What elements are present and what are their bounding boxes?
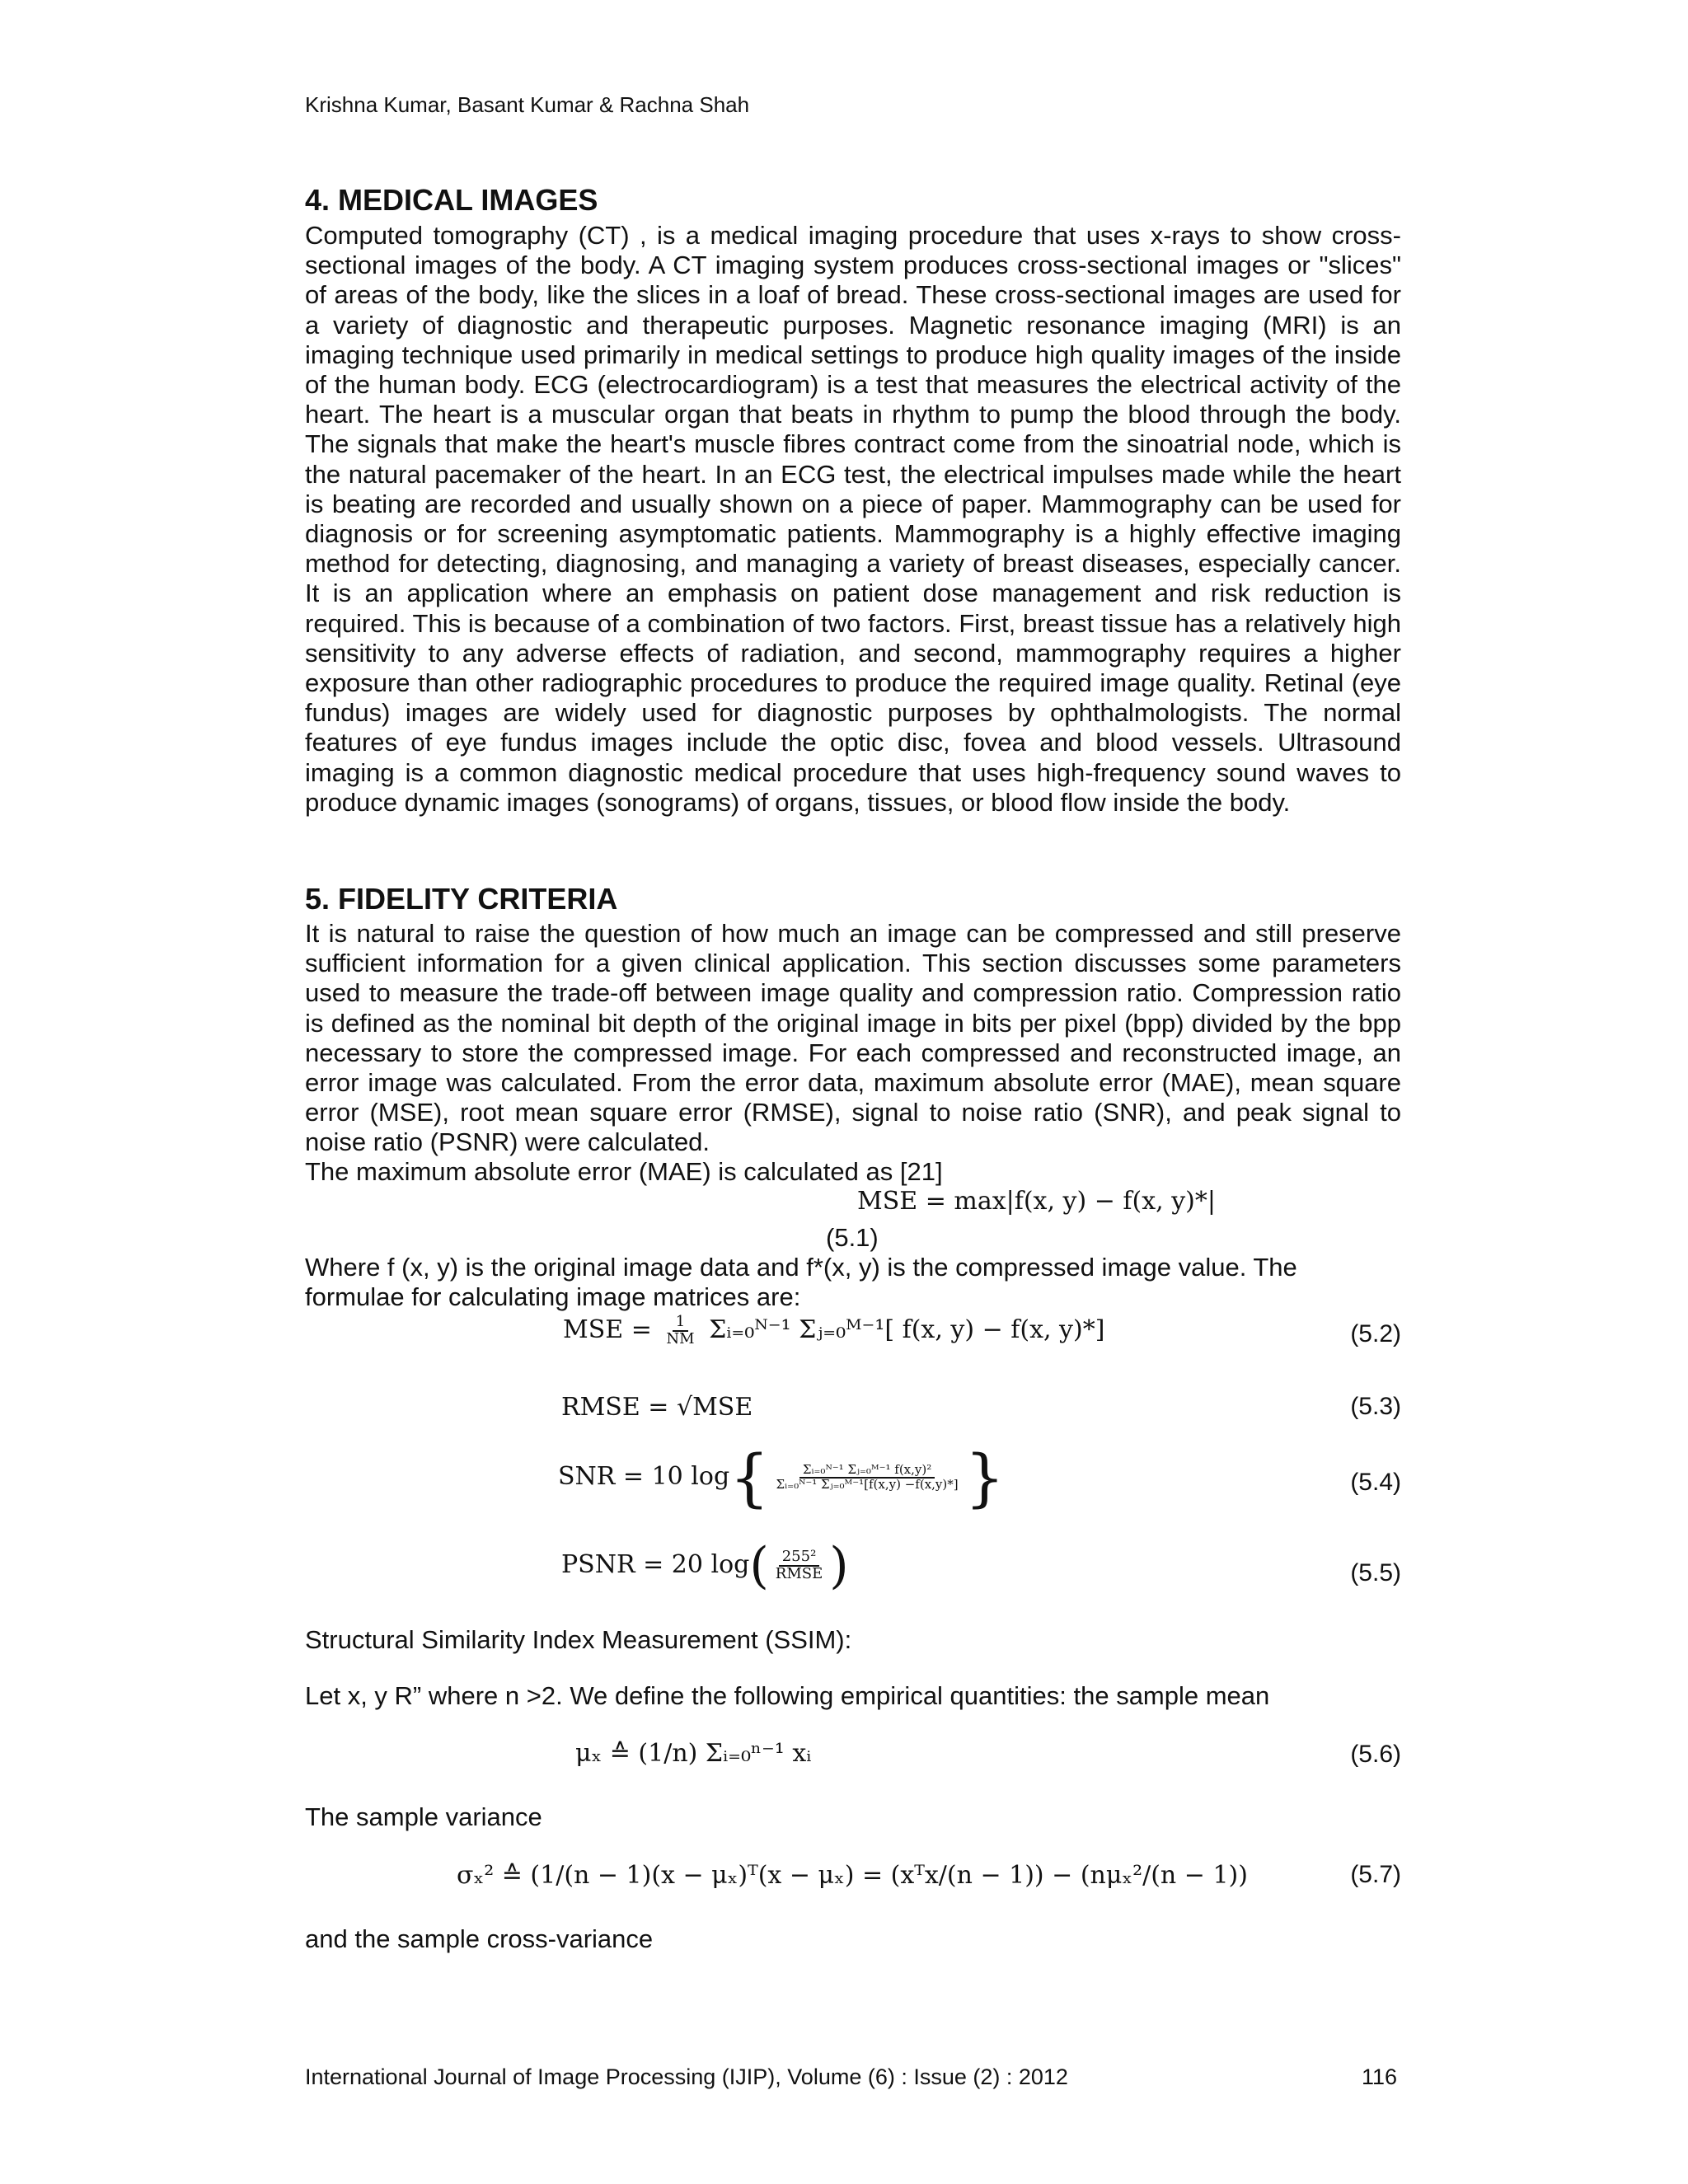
equation-5-4 [558, 1441, 1005, 1514]
section-body-medical-images: Computed tomography (CT) , is a medical imaging procedure that uses x-rays to show cross-sectional images of the body. A CT imaging system produces cross-sectional images or "slices" of areas of the body, like the slices in a loaf of bread. These cross-sectional images are used for a variety of diagnostic and therapeutic purposes. Magnetic resonance imaging (MRI) is an imaging technique used primarily in medical settings to produce high quality images of the inside of the human body. ECG (electrocardiogram) is a test that measures the electrical activity of the heart. The heart is a muscular organ that beats in rhythm to pump the blood through the body. The signals that make the heart's muscle fibres contract come from the sinoatrial node, which is the natural pacemaker of the heart. In an ECG test, the electrical impulses made while the heart is beating are recorded and usually shown on a piece of paper. Mammography can be used for diagnosis or for screening asymptomatic patients. Mammography is a highly effective imaging method for detecting, diagnosing, and managing a variety of breast diseases, especially cancer. It is an application where an emphasis on patient dose management and risk reduction is required. This is because of a combination of two factors. First, breast tissue has a relatively high sensitivity to any adverse effects of radiation, and second, mammography requires a higher exposure than other radiographic procedures to produce the required image quality. Retinal (eye fundus) images are widely used for diagnostic purposes by ophthalmologists. The normal features of eye fundus images include the optic disc, fovea and blood vessels. Ultrasound imaging is a common diagnostic medical procedure that uses high-frequency sound waves to produce dynamic images (sonograms) of organs, tissues, or blood flow inside the body. [305, 221, 1401, 817]
where-text-line-2: formulae for calculating image matrices are: [305, 1282, 801, 1311]
running-head: Krishna Kumar, Basant Kumar & Rachna Shah [305, 92, 750, 117]
ssim-title: Structural Similarity Index Measurement (SSIM): [305, 1625, 852, 1654]
eq-5-2-denominator: NM [666, 1329, 695, 1347]
equation-number-5-4: (5.4) [1350, 1469, 1401, 1496]
equation-number-5-3: (5.3) [1350, 1393, 1401, 1420]
equation-5-1: MSE = max|f(x, y) − f(x, y)*| [857, 1187, 1216, 1216]
eq-5-2-lhs: MSE = [563, 1315, 652, 1344]
equation-number-5-7: (5.7) [1350, 1861, 1401, 1888]
eq-5-2-numerator: 1 [673, 1315, 688, 1332]
right-paren-icon: ) [829, 1537, 849, 1595]
eq-5-4-lhs: SNR = 10 log [558, 1462, 730, 1491]
journal-citation: International Journal of Image Processing (IJIP), Volume (6) : Issue (2) : 2012 [305, 2064, 1068, 2089]
left-brace-icon: { [729, 1441, 770, 1514]
ssim-definition: Let x, y R” where n >2. We define the following empirical quantities: the sample mean [305, 1681, 1270, 1710]
equation-number-5-6: (5.6) [1350, 1741, 1401, 1768]
eq-5-5-lhs: PSNR = 20 log [561, 1550, 750, 1579]
equation-5-6: μₓ ≙ (1/n) Σᵢ₌₀ⁿ⁻¹ xᵢ [575, 1739, 812, 1768]
mae-intro: The maximum absolute error (MAE) is calculated as [21] [305, 1157, 943, 1186]
equation-number-5-5: (5.5) [1350, 1559, 1401, 1586]
equation-5-3: RMSE = √MSE [561, 1393, 753, 1422]
section-body-fidelity-criteria: It is natural to raise the question of how much an image can be compressed and still preserve sufficient information for a given clinical application. This section discusses some parameters used to measure the trade-off between image quality and compression ratio. Compression ratio is defined as the nominal bit depth of the original image in bits per pixel (bpp) divided by the bpp necessary to store the compressed image. For each compressed and reconstructed image, an error image was calculated. From the error data, maximum absolute error (MAE), mean square error (MSE), root mean square error (RMSE), signal to noise ratio (SNR), and peak signal to noise ratio (PSNR) were calculated. [305, 919, 1401, 1157]
right-brace-icon: } [964, 1441, 1005, 1514]
eq-5-5-fraction [772, 1549, 826, 1582]
left-paren-icon: ( [749, 1537, 769, 1595]
sample-variance-label: The sample variance [305, 1802, 542, 1831]
equation-number-5-2: (5.2) [1350, 1320, 1401, 1347]
sample-cross-variance-label: and the sample cross-variance [305, 1924, 654, 1953]
equation-5-7: σₓ² ≙ (1/(n − 1)(x − μₓ)ᵀ(x − μₓ) = (xᵀx/(n − 1)) − (nμₓ²/(n − 1)) [457, 1861, 1248, 1890]
equation-5-2 [563, 1315, 1104, 1347]
section-heading-medical-images: 4. MEDICAL IMAGES [305, 183, 598, 217]
eq-5-2-rhs: Σᵢ₌₀ᴺ⁻¹ Σⱼ₌₀ᴹ⁻¹[ f(x, y) − f(x, y)*] [709, 1315, 1105, 1344]
eq-5-5-denominator: RMSE [775, 1565, 823, 1582]
section-heading-fidelity-criteria: 5. FIDELITY CRITERIA [305, 882, 618, 916]
eq-5-4-fraction [773, 1464, 962, 1492]
eq-5-4-denominator: Σᵢ₌₀ᴺ⁻¹ Σⱼ₌₀ᴹ⁻¹[f(x,y) −f(x,y)*] [776, 1477, 959, 1492]
equation-5-5 [561, 1537, 849, 1595]
eq-5-2-fraction [663, 1315, 697, 1347]
eq-5-5-numerator: 255² [779, 1549, 820, 1567]
where-text-line-1: Where f (x, y) is the original image data and f*(x, y) is the compressed image value. The [305, 1253, 1297, 1282]
eq-5-4-numerator: Σᵢ₌₀ᴺ⁻¹ Σⱼ₌₀ᴹ⁻¹ f(x,y)² [799, 1464, 935, 1479]
page-number: 116 [1362, 2064, 1398, 2089]
equation-number-5-1: (5.1) [826, 1223, 879, 1252]
